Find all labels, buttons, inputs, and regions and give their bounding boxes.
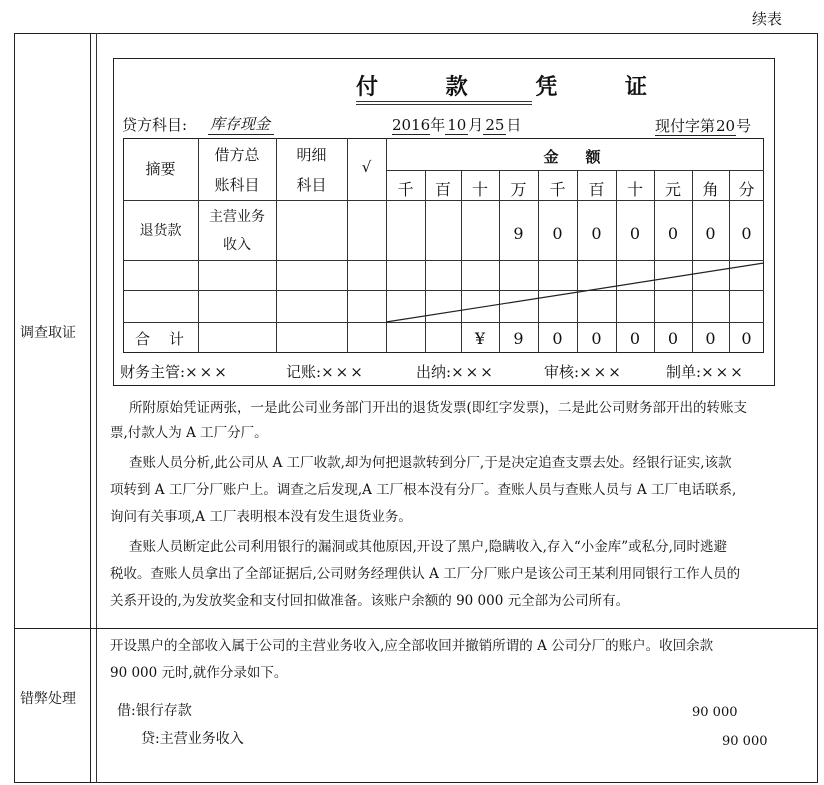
signature-cashier (416, 361, 495, 382)
total-amount (386, 329, 764, 351)
digit-header: 千 (549, 180, 566, 199)
row1-summary: 退货款 (139, 223, 182, 239)
row-line (123, 290, 764, 291)
investigation-p2-line2: 项转到 A 工厂分厂账户上。调查之后发现,A 工厂根本没有分厂。查账人员与查账人员与 A 工厂电话联系, (110, 482, 737, 498)
title-underline (356, 101, 532, 102)
row1-digit: 0 (741, 224, 752, 243)
voucher-number (655, 115, 751, 136)
header-debit-account-1: 借方总 (214, 146, 260, 164)
signature-label: 记账: (286, 363, 322, 381)
total-digit: 0 (591, 329, 602, 348)
digit-header: 分 (738, 180, 755, 199)
date-month-char: 月 (468, 116, 484, 134)
digit-header: 十 (471, 180, 488, 199)
digit-header: 元 (664, 180, 681, 199)
row-line (123, 200, 764, 201)
row1-digit: 0 (591, 224, 602, 243)
total-digit: 0 (741, 329, 752, 348)
total-label: 合 计 (134, 330, 186, 348)
correction-line1: 开设黑户的全部收入属于公司的主营业务收入,应全部收回并撤销所谓的 A 公司分厂的账户。收回余款 (110, 638, 714, 654)
signature-label: 财务主管: (120, 363, 186, 381)
investigation-p2-line1: 查账人员分析,此公司从 A 工厂收款,却为何把退款转到分厂,于是决定追查支票去处。经银行证实,该款 (129, 455, 732, 471)
digit-header: 万 (510, 180, 527, 199)
row1-amount (386, 224, 764, 246)
investigation-p2-line3: 询问有关事项,A 工厂表明根本没有发生退货业务。 (110, 509, 412, 525)
credit-account-value: 库存现金 (208, 113, 274, 135)
header-detail-2: 科目 (296, 176, 327, 194)
signature-preparer (666, 361, 745, 382)
header-summary: 摘要 (145, 160, 176, 178)
signature-value: ××× (185, 363, 229, 381)
date-year: 2016 (392, 116, 431, 134)
signature-bookkeeper (286, 361, 365, 382)
correction-section-label: 错弊处理 (20, 691, 76, 707)
signature-auditor (544, 361, 623, 382)
signature-finance-manager (120, 361, 229, 382)
total-digit: ¥ (474, 329, 486, 348)
signature-value: ××× (451, 363, 495, 381)
investigation-p1-line1: 所附原始凭证两张，一是此公司业务部门开出的退货发票(即红字发票)，二是此公司财务部开出的转账支 (129, 400, 748, 416)
voucher-number-suffix: 号 (736, 117, 752, 135)
row-line (123, 322, 764, 323)
signature-value: ××× (701, 363, 745, 381)
voucher-title: 付 款 凭 证 (356, 74, 677, 100)
date-year-char: 年 (430, 116, 446, 134)
digit-header: 千 (397, 180, 414, 199)
digit-header: 百 (434, 180, 451, 199)
row1-digit: 9 (513, 224, 524, 243)
debit-entry-label: 借:银行存款 (117, 703, 192, 719)
row1-digit: 0 (667, 224, 679, 243)
total-digit: 9 (513, 329, 524, 348)
signature-label: 审核: (544, 363, 580, 381)
total-digit: 0 (629, 329, 641, 348)
header-debit-account-2: 账科目 (214, 176, 260, 194)
voucher-number-value: 20 (716, 117, 736, 135)
credit-entry-label: 贷:主营业务收入 (141, 731, 244, 747)
date-day: 25 (485, 116, 505, 134)
investigation-p1-line2: 票,付款人为 A 工厂分厂。 (110, 425, 268, 441)
digit-header: 角 (702, 180, 719, 199)
signature-label: 制单: (666, 363, 702, 381)
total-digit: 0 (705, 329, 716, 348)
label-column-divider (90, 33, 91, 783)
row1-account-1: 主营业务 (209, 209, 265, 225)
signature-label: 出纳: (416, 363, 452, 381)
row1-digit: 0 (705, 224, 716, 243)
investigation-p3-line1: 查账人员断定此公司利用银行的漏洞或其他原因,开设了黑户,隐瞒收入,存入“小金库”或私分,同时逃避 (129, 539, 727, 555)
label-column-divider-inner (96, 33, 97, 783)
investigation-p3-line2: 税收。查账人员拿出了全部证据后,公司财务经理供认 A 工厂分厂账户是该公司王某利用同银行工作人员的 (110, 566, 741, 582)
debit-entry-amount: 90 000 (692, 705, 738, 720)
header-check-icon: √ (361, 158, 372, 176)
row-line (386, 170, 764, 171)
total-digit: 0 (667, 329, 679, 348)
voucher-date (392, 114, 521, 135)
digit-header-row (386, 177, 764, 197)
signature-value: ××× (579, 363, 623, 381)
header-detail-1: 明细 (296, 146, 327, 164)
row-line (123, 260, 764, 261)
date-month: 10 (447, 116, 467, 134)
row1-digit: 0 (629, 224, 641, 243)
investigation-section-label: 调查取证 (20, 325, 76, 341)
row1-account-2: 收入 (223, 237, 251, 253)
investigation-p3-line3: 关系开设的,为发放奖金和支付回扣做准备。该账户余额的 90 000 元全部为公司所有。 (110, 593, 630, 609)
digit-header: 百 (588, 180, 605, 199)
total-digit: 0 (552, 329, 563, 348)
voucher-number-prefix: 现付字第 (655, 117, 716, 135)
signature-value: ××× (321, 363, 365, 381)
date-day-char: 日 (506, 116, 522, 134)
col-line (276, 138, 277, 353)
section-divider (14, 628, 818, 629)
correction-line2: 90 000 元时,就作分录如下。 (110, 665, 288, 681)
credit-entry-amount: 90 000 (722, 734, 768, 749)
row1-digit: 0 (552, 224, 563, 243)
title-underline (356, 104, 532, 105)
continued-label: 续表 (752, 10, 783, 28)
digit-header: 十 (626, 180, 643, 199)
credit-account-label: 贷方科目: (122, 116, 188, 134)
header-amount: 金 额 (543, 148, 607, 166)
